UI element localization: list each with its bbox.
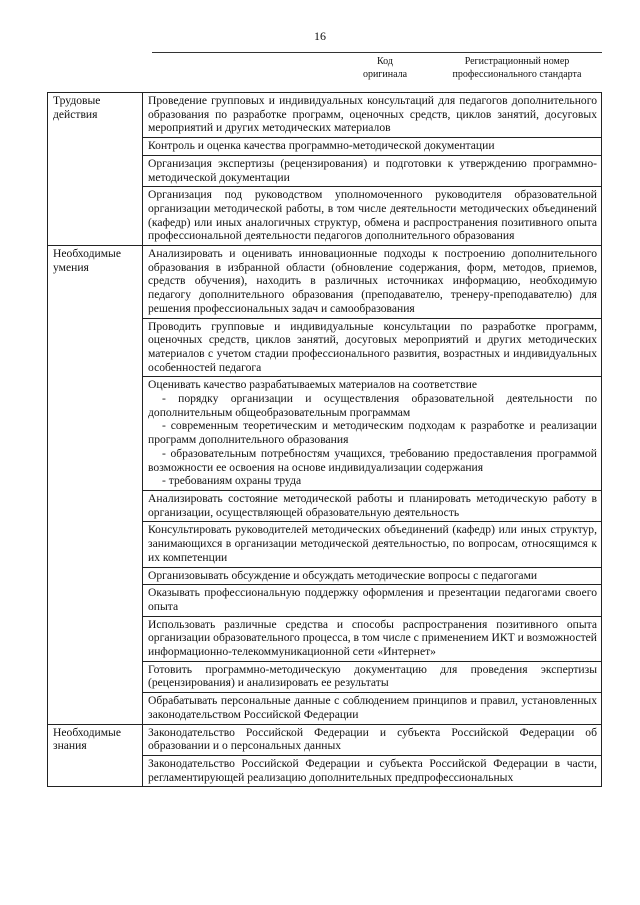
required-skills-label: Необходимые умения: [48, 246, 143, 725]
skill-item: Консультировать руководителей методических объединений (кафедр) или иных структур, занимающихся в организации методической деятельностью, по вопросам, относящимся к их компетенции: [143, 522, 602, 567]
quality-bullet: - порядку организации и осуществления образовательной деятельности по дополнительным общеобразовательным программам: [148, 392, 597, 419]
quality-bullet: - современным теоретическим и методическим подходам к разработке и реализации программ дополнительного образования: [148, 419, 597, 447]
table-row: [48, 246, 602, 319]
table-row: [48, 724, 602, 755]
skill-item: Использовать различные средства и способы распространения позитивного опыта организации образовательного процесса, в том числе с применением ИКТ и возможностей информационно-телекоммуникационной сети «Интернет»: [143, 616, 602, 661]
labor-action-item: Организация под руководством уполномоченного руководителя образовательной организации методической работы, в том числе деятельности методических объединений (кафедр) или иных аналогичных структур, обмена и распространения позитивного опыта профессиональной деятельности педагогов дополнительного образования: [143, 187, 602, 246]
original-code-label: [345, 55, 425, 81]
skill-item: Оказывать профессиональную поддержку оформления и презентации педагогами своего опыта: [143, 585, 602, 616]
function-description-table: [47, 92, 602, 787]
registration-number-label-line1: Регистрационный номер: [464, 56, 570, 67]
labor-actions-label: Трудовые действия: [48, 93, 143, 246]
original-code-label-line2: оригинала: [362, 69, 408, 80]
quality-intro: Оценивать качество разрабатываемых материалов на соответствие: [148, 378, 477, 392]
skill-item: Обрабатывать персональные данные с соблюдением принципов и правил, установленных законодательством Российской Федерации: [143, 693, 602, 724]
quality-bullet: - требованиям охраны труда: [162, 474, 302, 488]
labor-action-item: Организация экспертизы (рецензирования) и подготовки к утверждению программно-методической документации: [143, 155, 602, 186]
skill-item: Анализировать и оценивать инновационные подходы к построению дополнительного образования в избранной области (обновление содержания, форм, методов, приемов, средств обучения), находить в различных источниках информацию, необходимую педагогу дополнительного образования (преподавателю, тренеру-преподавателю) для решения профессиональных задач и самообразования: [143, 246, 602, 319]
knowledge-item: Законодательство Российской Федерации и субъекта Российской Федерации в части, регламентирующей реализацию дополнительных предпрофессиональных: [143, 755, 602, 786]
labor-action-item: Проведение групповых и индивидуальных консультаций для педагогов дополнительного образования по разработке программ, оценочных средств, циклов занятий, досуговых мероприятий и других методических материалов: [143, 93, 602, 138]
original-code-label-line1: Код: [377, 56, 393, 67]
knowledge-item: Законодательство Российской Федерации и субъекта Российской Федерации об образовании и о персональных данных: [143, 724, 602, 755]
required-knowledge-label: Необходимые знания: [48, 724, 143, 787]
quality-bullet: - образовательным потребностям учащихся, требованию предоставления программой возможности ее освоения на основе индивидуализации содержания: [148, 446, 597, 474]
skill-quality-item: [143, 377, 602, 491]
skill-item: Анализировать состояние методической работы и планировать методическую работу в организации, осуществляющей образовательную деятельность: [143, 490, 602, 521]
page-number: 16: [314, 29, 326, 43]
table-row: [48, 93, 602, 138]
registration-number-label: [432, 55, 602, 81]
skill-item: Готовить программно-методическую документацию для проведения экспертизы (рецензирования) и анализировать ее результаты: [143, 661, 602, 692]
labor-action-item: Контроль и оценка качества программно-методической документации: [143, 138, 602, 156]
header-rule: [152, 52, 602, 53]
registration-number-label-line2: профессионального стандарта: [452, 69, 582, 80]
skill-item: Проводить групповые и индивидуальные консультации по разработке программ, оценочных средств, циклов занятий, досуговых мероприятий и других методических материалов с учетом стадии профессионального развития, возрастных и индивидуальных особенностей педагога: [143, 318, 602, 377]
skill-item: Организовывать обсуждение и обсуждать методические вопросы с педагогами: [143, 567, 602, 585]
